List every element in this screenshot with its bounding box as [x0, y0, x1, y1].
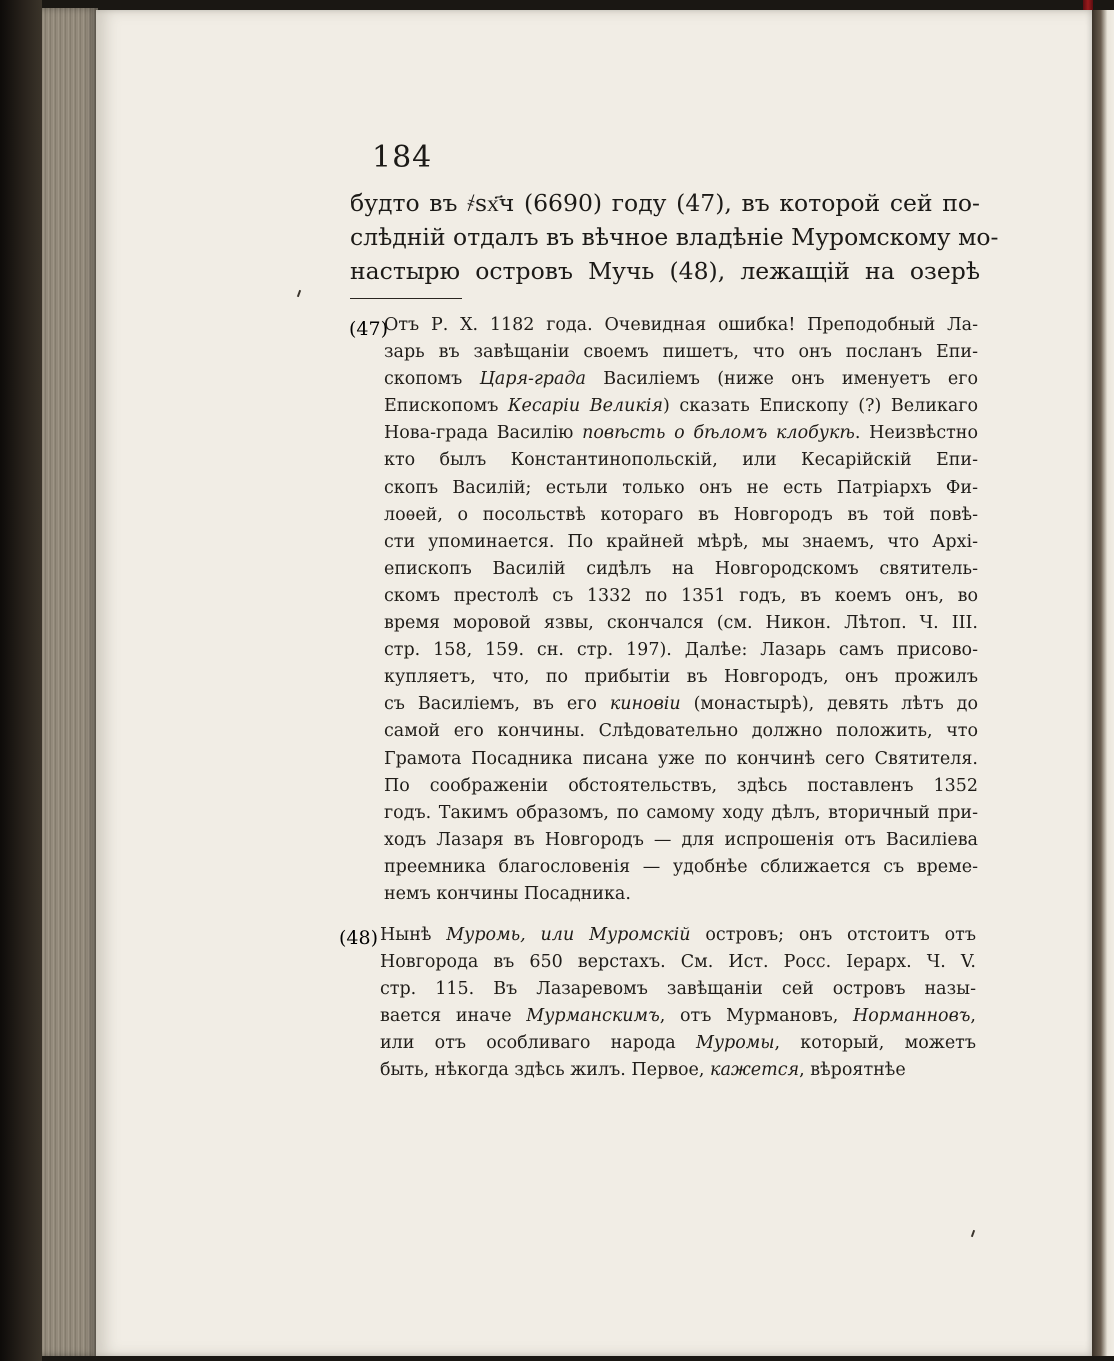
footnote-line: стр. 158, 159. сн. стр. 197). Далѣе: Лазарь самъ присово- [384, 640, 978, 661]
main-text [350, 186, 999, 288]
footnote-marker-47: (47) [349, 318, 389, 340]
italic-run: Кесаріи Великія [507, 396, 663, 417]
footnote-line: Отъ Р. Х. 1182 года. Очевидная ошибка! Преподобный Ла- [384, 315, 978, 335]
footnote-marker-48: (48) [339, 927, 379, 949]
footnote-48 [380, 922, 976, 1085]
italic-run: Норманновъ [853, 1006, 971, 1027]
footnote-line: годъ. Такимъ образомъ, по самому ходу дѣлъ, вторичный при- [384, 802, 978, 823]
facing-page-edge [1092, 10, 1114, 1356]
footnote-line: скомъ престолѣ съ 1332 по 1351 годъ, въ коемъ онъ, во [384, 585, 978, 606]
footnote-line: По соображеніи обстоятельствъ, здѣсь поставленъ 1352 [384, 775, 978, 796]
main-line: будто въ ҂ѕх҃ч (6690) году (47), въ которой сей по- [350, 189, 980, 217]
footnote-rule [350, 298, 462, 299]
footnote-line: купляетъ, что, по прибытіи въ Новгородъ, онъ прожилъ [384, 667, 978, 688]
page-number: 184 [372, 140, 433, 175]
italic-run: Царя-града [479, 369, 586, 390]
footnote-line: скопомъ Царя-града Василіемъ (ниже онъ именуетъ его [384, 369, 978, 390]
footnote-line: быть, нѣкогда здѣсь жилъ. Первое, кажется, вѣроятнѣе [380, 1060, 906, 1081]
italic-run: кажется [710, 1060, 800, 1081]
footnote-line: зарь въ завѣщаніи своемъ пишетъ, что онъ посланъ Епи- [384, 342, 978, 363]
footnote-line: немъ кончины Посадника. [384, 883, 631, 904]
footnote-line: Епископомъ Кесаріи Великія) сказать Епископу (?) Великаго [384, 396, 978, 417]
page-edges [42, 8, 98, 1356]
book-spine-edge [0, 0, 42, 1361]
italic-run: повѣсть о бѣломъ клобукѣ [582, 423, 855, 444]
footnote-47 [384, 312, 978, 908]
footnote-line: Новгорода въ 650 верстахъ. См. Ист. Росс. Iерарх. Ч. V. [380, 952, 976, 973]
italic-run: Муромь, или Муромскій [446, 925, 691, 945]
footnote-line: ходъ Лазаря въ Новгородъ — для испрошенія отъ Василіева [384, 829, 978, 850]
footnote-line: сти упоминается. По крайней мѣрѣ, мы знаемъ, что Архі- [384, 531, 978, 552]
footnote-line: время моровой язвы, скончался (см. Никон. Лѣтоп. Ч. III. [384, 613, 978, 634]
footnote-line: самой его кончины. Слѣдовательно должно положить, что [384, 721, 978, 742]
italic-run: Мурманскимъ [526, 1006, 660, 1027]
italic-run: Муромы [695, 1033, 775, 1054]
footnote-line: скопъ Василій; естьли только онъ не есть Патріархъ Фи- [384, 477, 978, 498]
footnote-line: епископъ Василій сидѣлъ на Новгородскомъ святитель- [384, 558, 978, 579]
footnote-line: преемника благословенія — удобнѣе сближается съ време- [384, 856, 978, 877]
footnote-line: вается иначе Мурманскимъ, отъ Мурмановъ, Норманновъ, [380, 1006, 976, 1027]
main-line: настырю островъ Мучь (48), лежащій на озерѣ [350, 257, 980, 285]
italic-run: киновіи [609, 694, 681, 715]
main-line: слѣдній отдалъ въ вѣчное владѣніе Муромскому мо- [350, 223, 999, 251]
footnote-line: Нынѣ Муромь, или Муромскій островъ; онъ отстоитъ отъ [380, 925, 976, 945]
footnote-line: стр. 115. Въ Лазаревомъ завѣщаніи сей островъ назы- [380, 979, 976, 1000]
footnote-line: лоѳей, о посольствѣ котораго въ Новгородъ въ той повѣ- [384, 504, 978, 525]
footnote-line: кто былъ Константинопольскій, или Кесарійскій Епи- [384, 450, 978, 471]
footnote-line: съ Василіемъ, въ его киновіи (монастырѣ), девять лѣтъ до [384, 694, 978, 715]
footnote-line: или отъ особливаго народа Муромы, который, можетъ [380, 1033, 976, 1054]
footnote-line: Грамота Посадника писана уже по кончинѣ сего Святителя. [384, 748, 978, 769]
footnote-line: Нова-града Василію повѣсть о бѣломъ клобукѣ. Неизвѣстно [384, 423, 978, 444]
